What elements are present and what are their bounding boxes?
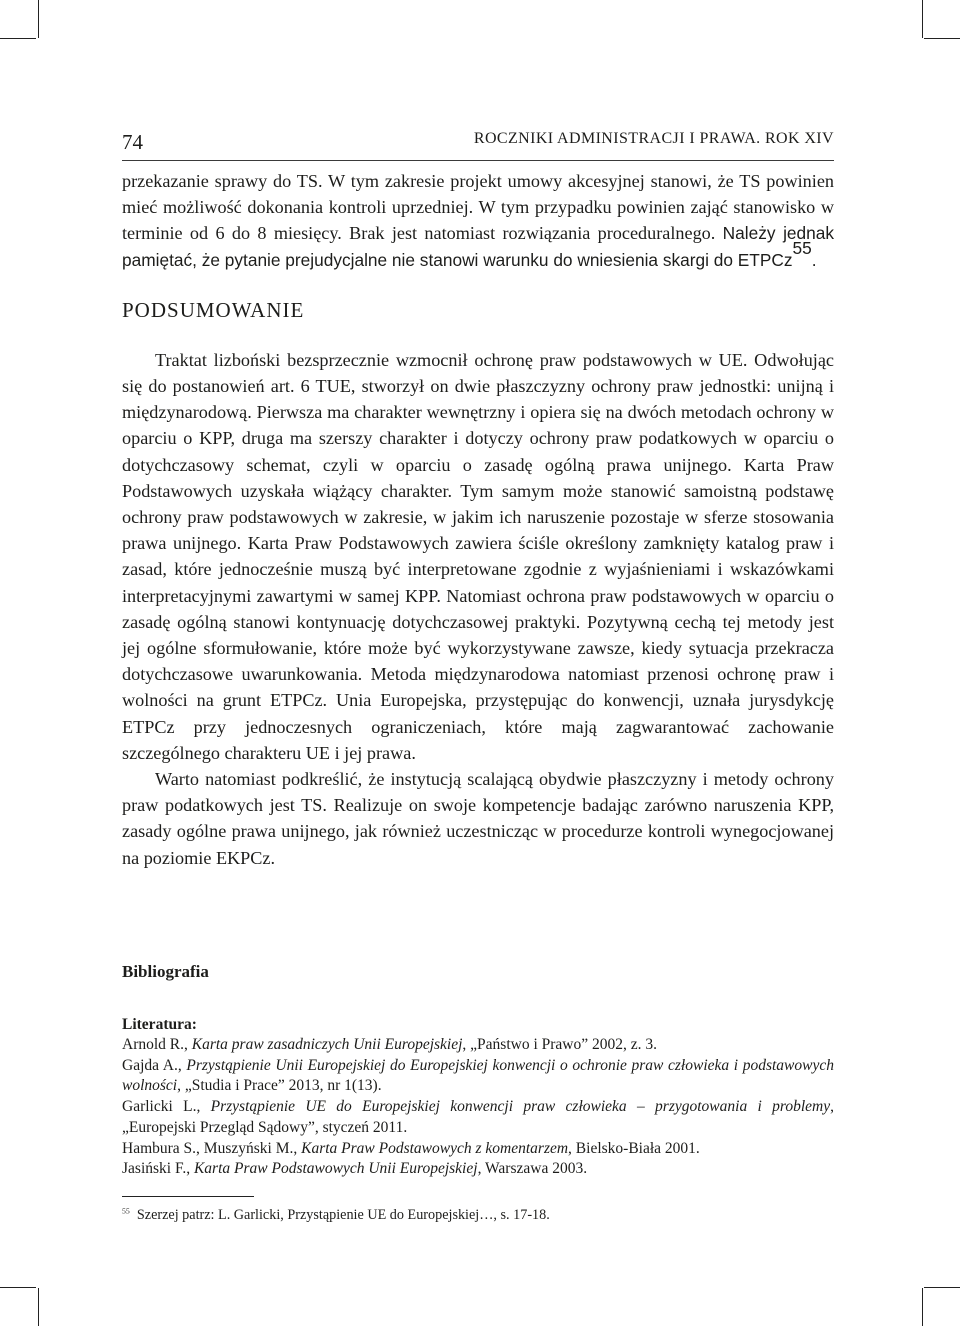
crop-mark-top-left <box>38 0 39 38</box>
literature-subheading: Literatura: <box>122 1016 197 1033</box>
crop-mark-top-right <box>922 0 923 38</box>
section-heading: PODSUMOWANIE <box>122 297 305 322</box>
summary-paragraph-2: Warto natomiast podkreślić, że instytucją scalającą obydwie płaszczyzny i metody ochrony praw podatkowych jest TS. Realizuje on swoje kompetencje badając zarówno naruszenia KPP, zasady ogólne prawa unijnego, jak również uczestnicząc w procedurze kontroli wynegocjowanej na poziomie EKPCz. <box>122 769 834 868</box>
footnote-text: Szerzej patrz: L. Garlicki, Przystąpienie UE do Europejskiej…, s. 17-18. <box>136 1207 550 1223</box>
page-number: 74 <box>122 130 143 154</box>
bibliography-literature <box>122 1015 834 1180</box>
crop-mark-bottom-right-h <box>924 1287 960 1288</box>
bibliography-entry: Jasiński F., Karta Praw Podstawowych Unii Europejskiej, Warszawa 2003. <box>122 1160 588 1178</box>
bibliography-entry: Gajda A., Przystąpienie Unii Europejskiej do Europejskiej konwencji o ochronie praw człowieka i podstawowych wolności, „Studia i Prace” 2013, nr 1(13). <box>122 1056 834 1095</box>
bibliography-entry: Garlicki L., Przystąpienie UE do Europejskiej konwencji praw człowieka – przygotowania i problemy, „Europejski Przegląd Sądowy”, styczeń 2011. <box>122 1098 834 1136</box>
running-header <box>122 128 834 161</box>
bibliography-entry: Hambura S., Muszyński M., Karta Praw Podstawowych z komentarzem, Bielsko-Biała 2001. <box>122 1139 700 1157</box>
continuation-text: przekazanie sprawy do TS. W tym zakresie projekt umowy akcesyjnej stanowi, że TS powinien mieć możliwość dokonania kontroli uprzedniej. W tym przypadku powinien zająć stanowisko w terminie od 6 do 8 miesięcy. Brak jest natomiast rozwiązania proceduralnego. <box>122 171 834 244</box>
page-body <box>122 168 834 871</box>
crop-mark-bottom-left-h <box>0 1287 36 1288</box>
continuation-paragraph <box>122 168 834 273</box>
footnote <box>122 1207 550 1224</box>
footnote-reference[interactable]: 55 <box>792 237 812 258</box>
continuation-sans-text: Należy jednak pamiętać, że pytanie prejudycjalne nie stanowi warunku do wniesienia skargi do ETPCz <box>122 223 834 270</box>
running-title: ROCZNIKI ADMINISTRACJI I PRAWA. ROK XIV <box>473 130 834 147</box>
crop-mark-top-left-h <box>0 38 36 39</box>
crop-mark-top-right-h <box>924 38 960 39</box>
footnote-rule <box>122 1196 254 1197</box>
bibliography-heading: Bibliografia <box>122 962 209 981</box>
continuation-end: . <box>811 249 817 270</box>
crop-mark-bottom-left <box>38 1288 39 1326</box>
crop-mark-bottom-right <box>922 1288 923 1326</box>
bibliography-entry: Arnold R., Karta praw zasadniczych Unii Europejskiej, „Państwo i Prawo” 2002, z. 3. <box>122 1036 658 1053</box>
footnote-number: 55 <box>122 1206 130 1216</box>
summary-paragraph-1: Traktat lizboński bezsprzecznie wzmocnił ochronę praw podstawowych w UE. Odwołując się do postanowień art. 6 TUE, stworzył on dwie płaszczyzny ochrony praw jednostki: unijną i międzynarodową. Pierwsza ma charakter wewnętrzny i opiera się na dwóch metodach ochrony w oparciu o KPP, druga ma szerszy charakter i dotyczy ochrony praw podatkowych w oparciu o dotychczasowy schemat, czyli w oparciu o zasadę ogólną prawa unijnego. Karta Praw Podstawowych uzyskała wiążący charakter. Tym samym może stanowić samoistną podstawę ochrony praw podstawowych w zakresie, w jakim ich naruszenie pozostaje w sferze stosowania prawa unijnego. Karta Praw Podstawowych zawiera ściśle określony zamknięty katalog praw i zasad, które jednocześnie muszą być interpretowane zgodnie z wyjaśnieniami i wskazówkami interpretacyjnymi zawartymi w samej KPP. Natomiast ochrona praw podstawowych w oparciu o zasadę ogólną stanowi kontynuację dotychczasowej praktyki. Pozytywną cechą tej metody jest jej ogólne sformułowanie, które może być wykorzystywane zawsze, kiedy sytuacja przekracza dotychczasowe uwarunkowania. Metoda międzynarodowa natomiast przenosi ochronę praw i wolności na grunt ETPCz. Unia Europejska, przystępując do konwencji, uznała jurysdykcję ETPCz przy jednoczesnych ograniczeniach, które mają zagwarantować zachowanie szczególnego charakteru UE i jej prawa. <box>122 349 834 763</box>
